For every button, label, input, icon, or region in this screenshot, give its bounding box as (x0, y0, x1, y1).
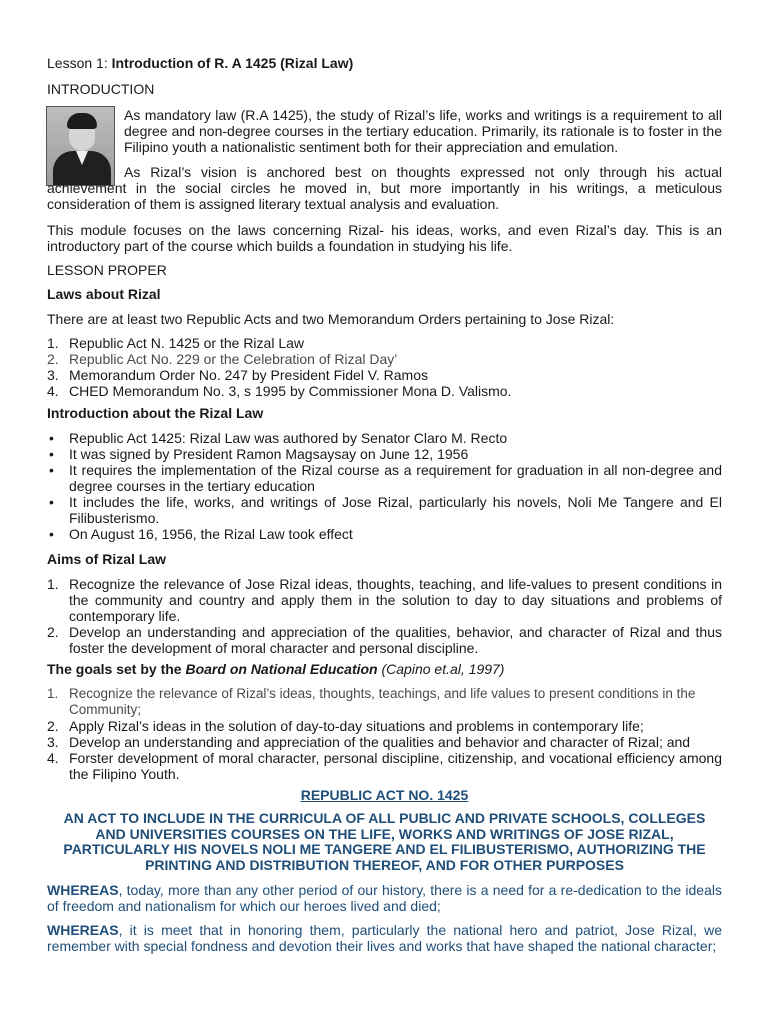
list-item: 2. Apply Rizal’s ideas in the solution of day-to-day situations and problems in contemporary life; (47, 718, 644, 734)
list-item: 1. Recognize the relevance of Rizal’s ideas, thoughts, teachings, and life values to present conditions in the Community; (47, 686, 696, 717)
list-item: • Republic Act 1425: Rizal Law was authored by Senator Claro M. Recto (49, 430, 508, 446)
whereas-clause-1: WHEREAS, today, more than any other period of our history, there is a need for a re-dedication to the ideals of freedom and nationalism for which our heroes lived and died; (47, 882, 722, 914)
laws-list (47, 335, 722, 399)
list-item: • It includes the life, works, and writings of Jose Rizal, particularly his novels, Noli Me Tangere and El Filibusterismo. (49, 494, 722, 526)
goals-citation: (Capino et.al, 1997) (377, 661, 505, 677)
lesson-title-text: Introduction of R. A 1425 (Rizal Law) (111, 55, 354, 71)
act-subtitle: AN ACT TO INCLUDE IN THE CURRICULA OF ALL PUBLIC AND PRIVATE SCHOOLS, COLLEGES AND UNIVERSITIES COURSES ON THE LIFE, WORKS AND WRITINGS OF JOSE RIZAL, PARTICULARLY HIS NOVELS NOLI ME TANGERE AND EL FILIBUSTERISMO, AUTHORIZING THE PRINTING AND DISTRIBUTION THEREOF, AND FOR OTHER PURPOSES (63, 810, 706, 873)
goals-heading: The goals set by the Board on National Education (Capino et.al, 1997) (47, 661, 505, 677)
list-item: 4. Forster development of moral character, personal discipline, citizenship, and vocational efficiency among the Filipino Youth. (47, 750, 722, 782)
list-item: 4. CHED Memorandum No. 3, s 1995 by Commissioner Mona D. Valismo. (47, 383, 512, 399)
list-item: 2. Republic Act No. 229 or the Celebration of Rizal Day’ (47, 351, 398, 367)
laws-heading: Laws about Rizal (47, 286, 161, 302)
introduction-heading: INTRODUCTION (47, 81, 155, 97)
board-name: Board on National Education (185, 661, 378, 677)
lesson-title (47, 55, 722, 71)
list-item: 2. Develop an understanding and appreciation of the qualities, behavior, and character of Rizal and thus foster the development of moral character and personal discipline. (47, 624, 722, 656)
lesson-proper-heading: LESSON PROPER (47, 262, 167, 278)
intro-law-heading: Introduction about the Rizal Law (47, 405, 264, 421)
lesson-prefix: Lesson 1: (47, 55, 112, 71)
whereas-clause-2: WHEREAS, it is meet that in honoring them, particularly the national hero and patriot, Jose Rizal, we remember with special fondness and devotion their lives and works that have shaped the national character; (47, 922, 722, 954)
list-item: • On August 16, 1956, the Rizal Law took effect (49, 526, 353, 542)
intro-paragraph-1: As mandatory law (R.A 1425), the study of Rizal’s life, works and writings is a requirement to all degree and non-degree courses in the tertiary education. Primarily, its rationale is to foster in the Filipino youth a nationalistic sentiment both for their appreciation and emulation. (124, 107, 722, 155)
aims-heading: Aims of Rizal Law (47, 551, 167, 567)
list-item: • It was signed by President Ramon Magsaysay on June 12, 1956 (49, 446, 469, 462)
goals-list (47, 686, 722, 782)
intro-paragraph-3: This module focuses on the laws concerning Rizal- his ideas, works, and even Rizal’s day. This is an introductory part of the course which builds a foundation in studying his life. (47, 222, 722, 254)
laws-intro: There are at least two Republic Acts and two Memorandum Orders pertaining to Jose Rizal: (47, 311, 615, 327)
intro-paragraph-2: As Rizal’s vision is anchored best on thoughts expressed not only through his actual achievement in the social circles he moved in, but more importantly in his writings, a meticulous consideration of them is assigned literary textual analysis and evaluation. (47, 164, 722, 212)
act-title: REPUBLIC ACT NO. 1425 (300, 787, 469, 803)
aims-list (47, 576, 722, 656)
list-item: 3. Memorandum Order No. 247 by President Fidel V. Ramos (47, 367, 428, 383)
list-item: 3. Develop an understanding and appreciation of the qualities and behavior and character of Rizal; and (47, 734, 691, 750)
list-item: 1. Recognize the relevance of Jose Rizal ideas, thoughts, teaching, and life-values to present conditions in the community and country and apply them in the solution to day to day situations and problems of contemporary life. (47, 576, 722, 624)
list-item: • It requires the implementation of the Rizal course as a requirement for graduation in all non-degree and degree courses in the tertiary education (49, 462, 722, 494)
list-item: 1. Republic Act N. 1425 or the Rizal Law (47, 335, 305, 351)
intro-law-list (47, 430, 722, 542)
